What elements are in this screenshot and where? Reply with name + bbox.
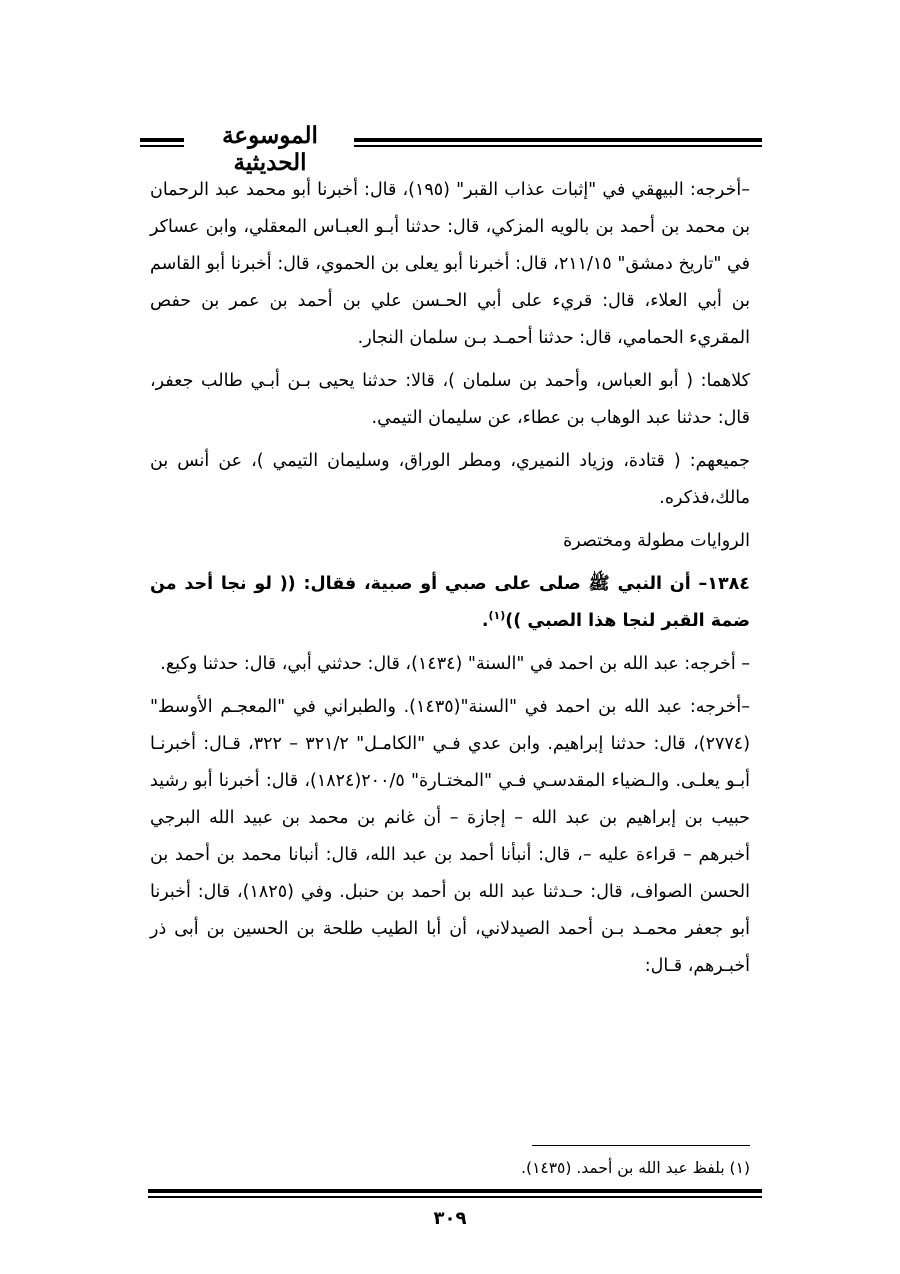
body-text [150, 172, 750, 991]
header-title: الموسوعة الحديثية [190, 122, 350, 176]
footnote-marker[interactable]: (١) [488, 609, 506, 623]
page-header [140, 120, 762, 176]
header-rule-left [140, 138, 184, 147]
paragraph-1: –أخرجه: البيهقي في "إثبات عذاب القبر" (١٩٥)، قال: أخبرنا أبو محمد عبد الرحمان بن محمد بن أحمد بن بالويه المزكي، قال: حدثنا أبـو العبـاس المعقلي، وابن عساكر في "تاريخ دمشق" ٢١١/١٥، قال: أخبرنا أبو يعلى بن الحموي، قال: أخبرنا أبو القاسم بن أبي العلاء، قال: قريء على أبي الحـسن علي بن أحمد بن عمر بن حفص المقريء الحمامي، قال: حدثنا أحمـد بـن سلمان النجار. [150, 180, 750, 348]
bottom-rule [148, 1189, 762, 1198]
paragraph-4: الروايات مطولة ومختصرة [563, 531, 750, 551]
hadith-text: ١٣٨٤– أن النبي ﷺ صلى على صبي أو صبية، فقال: (( لو نجا أحد من ضمة القبر لنجا هذا الصبي )) [150, 574, 750, 631]
paragraph-5: – أخرجه: عبد الله بن احمد في "السنة" (١٤٣٤)، قال: حدثني أبي، قال: حدثنا وكيع. [160, 654, 750, 674]
paragraph-3: جميعهم: ( قتادة، وزياد النميري، ومطر الوراق، وسليمان التيمي )، عن أنس بن مالك،فذكره. [150, 451, 750, 508]
page-number: ٣٠٩ [433, 1208, 467, 1229]
header-rule-right [354, 138, 762, 147]
paragraph-6: –أخرجه: عبد الله بن احمد في "السنة"(١٤٣٥). والطبراني في "المعجـم الأوسط"(٢٧٧٤)، قال: حدثنا إبراهيم. وابن عدي فـي "الكامـل" ٣٢١/٢ – ٣٢٢، قـال: أخبرنـا أبـو يعلـى. والـضياء المقدسـي فـي "المختـارة" ٢٠٠/٥(١٨٢٤)، قال: أخبرنا أبو رشيد حبيب بن إبراهيم بن عبد الله – إجازة – أن غانم بن محمد بن عبيد الله البرجي أخبرهم – قراءة عليه –، قال: أنبأنا أحمد بن عبد الله، قال: أنبانا محمد بن أحمد بن الحسن الصواف، قال: حـدثنا عبد الله بن أحمد بن حنبل. وفي (١٨٢٥)، قال: أخبرنا أبو جعفر محمـد بـن أحمد الصيدلاني، أن أبا الطيب طلحة بن الحسين بن أبى ذر أخبـرهم، قـال: [150, 697, 751, 976]
paragraph-2: كلاهما: ( أبو العباس، وأحمد بن سلمان )، قالا: حدثنا يحيى بـن أبـي طالب جعفر، قال: حدثنا عبد الوهاب بن عطاء، عن سليمان التيمي. [150, 371, 750, 428]
footnote: (١) بلفظ عبد الله بن أحمد. (١٤٣٥). [521, 1159, 750, 1177]
footnote-separator [532, 1145, 750, 1146]
hadith-paragraph: ١٣٨٤– أن النبي ﷺ صلى على صبي أو صبية، فقال: (( لو نجا أحد من ضمة القبر لنجا هذا الصبي ))$^{(١)}$. [150, 574, 750, 631]
